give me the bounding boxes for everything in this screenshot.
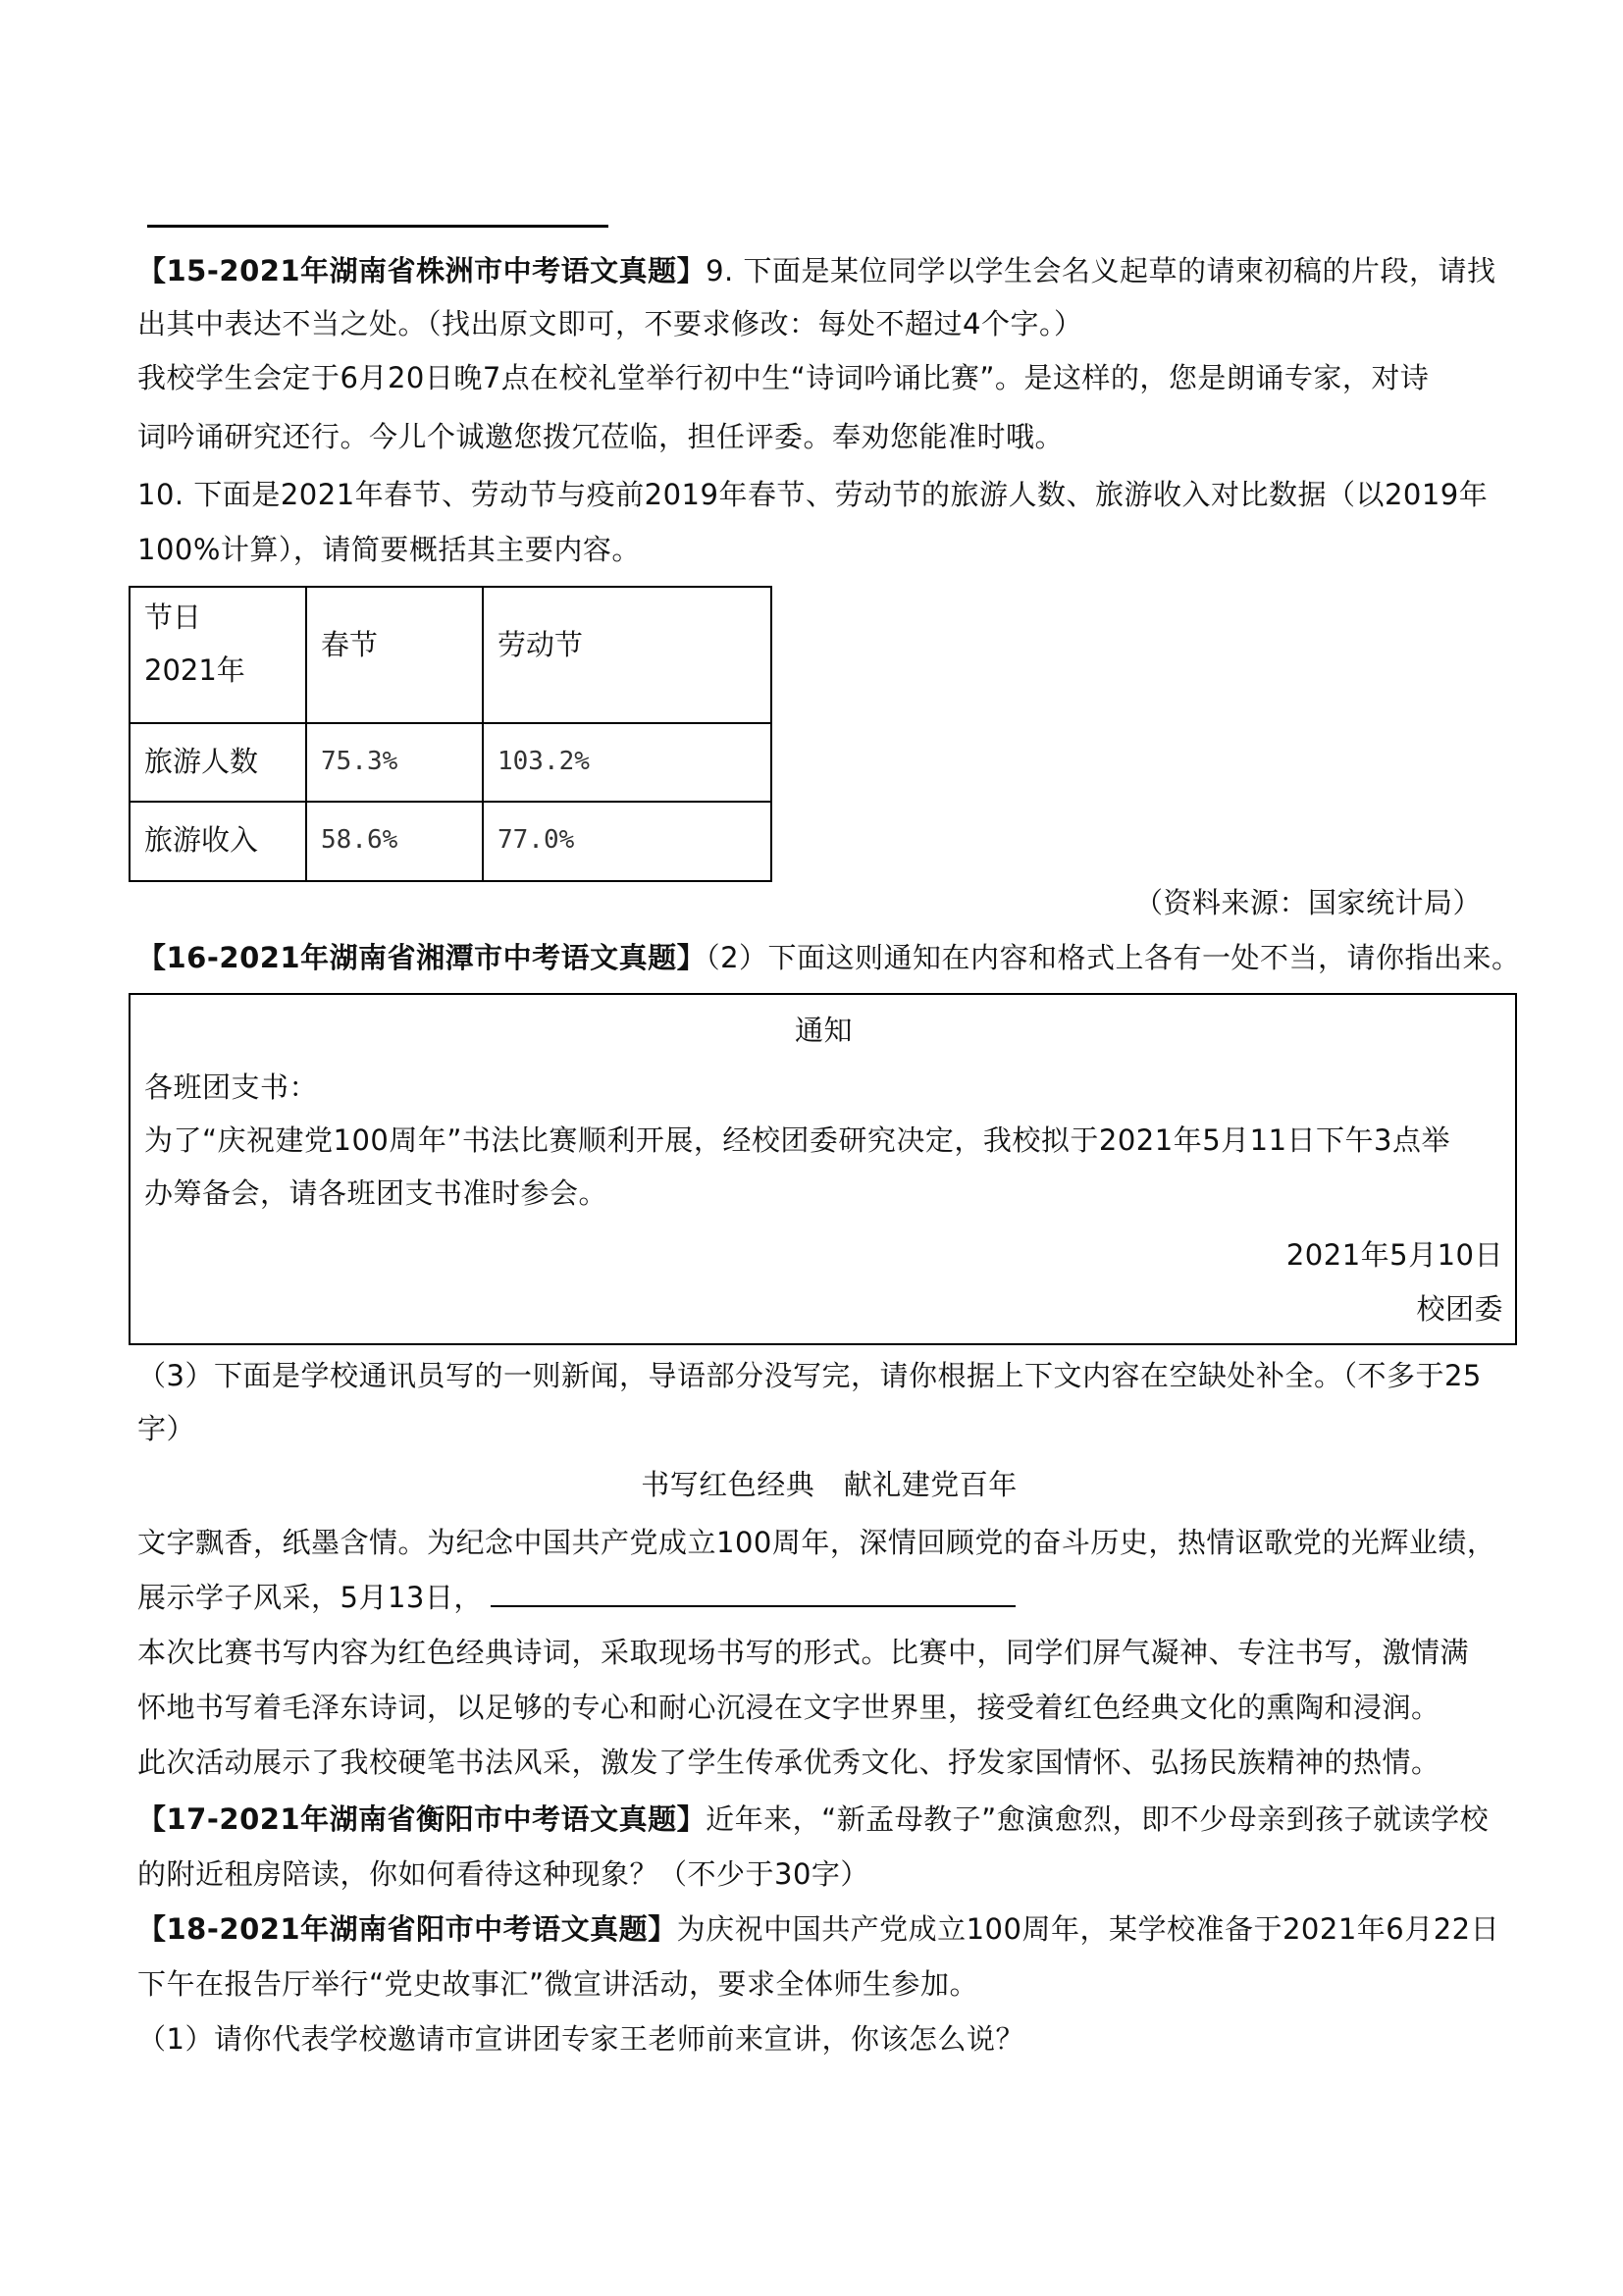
q9-text-2: 出其中表达不当之处。（找出原文即可，不要求修改：每处不超过4个字。） xyxy=(137,307,1083,340)
header-rule xyxy=(147,225,608,228)
column-header-label: 劳动节 xyxy=(497,628,584,661)
table-row xyxy=(130,723,771,803)
column-header-label: 春节 xyxy=(321,628,379,661)
table-row xyxy=(130,802,771,881)
notice-title: 通知 xyxy=(794,1014,853,1047)
fill-in-blank[interactable] xyxy=(491,1576,1016,1607)
news-body-2: 怀地书写着毛泽东诗词，以足够的专心和耐心沉浸在文字世界里，接受着红色经典文化的熏陶和浸润。 xyxy=(137,1691,1440,1724)
notice-date: 2021年5月10日 xyxy=(1285,1238,1503,1272)
cell-value: 103.2% xyxy=(497,746,590,776)
q16-q2-text: （2）下面这则通知在内容和格式上各有一处不当，请你指出来。 xyxy=(706,941,1521,974)
invitation-passage-1: 我校学生会定于6月20日晚7点在校礼堂举行初中生“诗词吟诵比赛”。是这样的，您是朗诵专家，对诗 xyxy=(137,361,1430,394)
row-label-text: 旅游人数 xyxy=(144,744,259,778)
q10-text-2: 100%计算），请简要概括其主要内容。 xyxy=(137,533,641,566)
row-label xyxy=(130,723,306,803)
q9-text-1: 9. 下面是某位同学以学生会名义起草的请柬初稿的片段，请找 xyxy=(706,254,1496,287)
news-lead-2-text: 展示学子风采，5月13日， xyxy=(137,1581,483,1614)
q15-line-1 xyxy=(137,251,1511,290)
notice-body-1: 为了“庆祝建党100周年”书法比赛顺利开展，经校团委研究决定，我校拟于2021年5月11日下午3点举 xyxy=(144,1123,1451,1157)
news-lead-2 xyxy=(137,1576,1511,1617)
q17-line-1 xyxy=(137,1800,1511,1839)
q10-text-1: 10. 下面是2021年春节、劳动节与疫前2019年春节、劳动节的旅游人数、旅游收入对比数据（以2019年 xyxy=(137,478,1489,511)
news-body-1: 本次比赛书写内容为红色经典诗词，采取现场书写的形式。比赛中，同学们屏气凝神、专注书写，激情满 xyxy=(137,1636,1470,1669)
news-lead-1: 文字飘香，纸墨含情。为纪念中国共产党成立100周年，深情回顾党的奋斗历史，热情讴歌党的光辉业绩， xyxy=(137,1526,1496,1559)
cell-value: 75.3% xyxy=(321,746,398,776)
table-cell xyxy=(306,723,483,803)
notice-signature: 校团委 xyxy=(1416,1292,1503,1326)
q18-text-1: 为庆祝中国共产党成立100周年，某学校准备于2021年6月22日 xyxy=(676,1912,1500,1946)
q15-tag: 【15-2021年湖南省株洲市中考语文真题】 xyxy=(137,254,707,287)
table-corner-cell xyxy=(130,587,306,723)
q17-tag: 【17-2021年湖南省衡阳市中考语文真题】 xyxy=(137,1802,707,1836)
q18-tag: 【18-2021年湖南省阳市中考语文真题】 xyxy=(137,1912,677,1946)
q18-text-2: 下午在报告厅举行“党史故事汇”微宣讲活动，要求全体师生参加。 xyxy=(137,1967,979,2001)
table-cell xyxy=(306,802,483,881)
corner-label-holiday: 节日 xyxy=(144,600,202,634)
data-source: （资料来源：国家统计局） xyxy=(1133,886,1482,919)
table-cell xyxy=(483,802,771,881)
column-header xyxy=(483,587,771,723)
news-headline: 书写红色经典 献礼建党百年 xyxy=(641,1468,1018,1501)
q3-text-2: 字） xyxy=(137,1412,196,1445)
tourism-data-table xyxy=(129,586,772,882)
cell-value: 77.0% xyxy=(497,825,575,856)
table-cell xyxy=(483,723,771,803)
table-header-row xyxy=(130,587,771,723)
q17-text-1: 近年来，“新孟母教子”愈演愈烈，即不少母亲到孩子就读学校 xyxy=(706,1802,1490,1836)
column-header xyxy=(306,587,483,723)
notice-box xyxy=(129,993,1517,1345)
q17-text-2: 的附近租房陪读，你如何看待这种现象？（不少于30字） xyxy=(137,1857,869,1891)
q16-tag: 【16-2021年湖南省湘潭市中考语文真题】 xyxy=(137,941,707,974)
q16-line xyxy=(137,938,1521,977)
corner-label-year: 2021年 xyxy=(144,653,245,687)
news-body-3: 此次活动展示了我校硬笔书法风采，激发了学生传承优秀文化、抒发家国情怀、弘扬民族精神的热情。 xyxy=(137,1746,1440,1779)
row-label xyxy=(130,802,306,881)
row-label-text: 旅游收入 xyxy=(144,823,259,858)
cell-value: 58.6% xyxy=(321,825,398,856)
notice-salutation: 各班团支书： xyxy=(144,1070,319,1104)
q3-text-1: （3）下面是学校通讯员写的一则新闻，导语部分没写完，请你根据上下文内容在空缺处补全。（不多于25 xyxy=(137,1359,1482,1392)
invitation-passage-2: 词吟诵研究还行。今儿个诚邀您拨冗莅临，担任评委。奉劝您能准时哦。 xyxy=(137,420,1065,453)
notice-body-2: 办筹备会，请各班团支书准时参会。 xyxy=(144,1176,608,1210)
q18-sub-1: （1）请你代表学校邀请市宣讲团专家王老师前来宣讲，你该怎么说？ xyxy=(137,2022,1024,2056)
q18-line-1 xyxy=(137,1909,1511,1949)
